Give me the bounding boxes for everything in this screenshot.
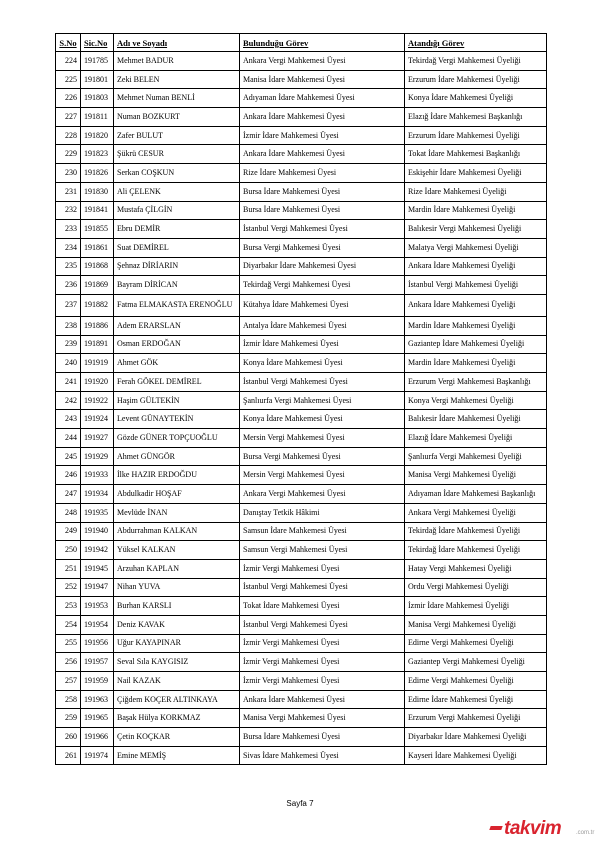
table-row — [56, 615, 547, 634]
cell-name: Osman ERDOĞAN — [114, 335, 240, 354]
table-row — [56, 653, 547, 672]
table-row — [56, 391, 547, 410]
cell-assigned-post: Hatay Vergi Mahkemesi Üyeliği — [405, 559, 547, 578]
cell-current-post: Bursa Vergi Mahkemesi Üyesi — [240, 238, 405, 257]
table-row — [56, 238, 547, 257]
cell-sicil: 191830 — [81, 182, 114, 201]
table-row — [56, 52, 547, 71]
table-row — [56, 410, 547, 429]
cell-sicil: 191963 — [81, 690, 114, 709]
cell-sicil: 191959 — [81, 672, 114, 691]
cell-assigned-post: Erzurum İdare Mahkemesi Üyeliği — [405, 70, 547, 89]
cell-sno: 236 — [56, 276, 81, 295]
cell-name: İlke HAZIR ERDOĞDU — [114, 466, 240, 485]
cell-sno: 240 — [56, 354, 81, 373]
cell-current-post: Kütahya İdare Mahkemesi Üyesi — [240, 294, 405, 316]
cell-assigned-post: Tekirdağ İdare Mahkemesi Üyeliği — [405, 522, 547, 541]
cell-current-post: Tekirdağ Vergi Mahkemesi Üyesi — [240, 276, 405, 295]
cell-current-post: İstanbul Vergi Mahkemesi Üyesi — [240, 578, 405, 597]
cell-assigned-post: Tekirdağ İdare Mahkemesi Üyeliği — [405, 541, 547, 560]
cell-sicil: 191886 — [81, 316, 114, 335]
cell-name: Mustafa ÇİLGİN — [114, 201, 240, 220]
logo-mark-icon — [489, 826, 502, 830]
table-row — [56, 690, 547, 709]
cell-assigned-post: Mardin İdare Mahkemesi Üyeliği — [405, 201, 547, 220]
cell-name: Arzuhan KAPLAN — [114, 559, 240, 578]
cell-current-post: Antalya İdare Mahkemesi Üyesi — [240, 316, 405, 335]
table-row — [56, 182, 547, 201]
table-row — [56, 276, 547, 295]
cell-sno: 255 — [56, 634, 81, 653]
cell-sno: 226 — [56, 89, 81, 108]
cell-name: Nail KAZAK — [114, 672, 240, 691]
cell-assigned-post: Erzurum Vergi Mahkemesi Başkanlığı — [405, 373, 547, 392]
cell-sicil: 191823 — [81, 145, 114, 164]
cell-sno: 248 — [56, 503, 81, 522]
cell-current-post: Samsun İdare Mahkemesi Üyesi — [240, 522, 405, 541]
table-row — [56, 672, 547, 691]
cell-name: Şehnaz DİRİARIN — [114, 257, 240, 276]
cell-name: Şükrü CESUR — [114, 145, 240, 164]
table-row — [56, 429, 547, 448]
cell-name: Deniz KAVAK — [114, 615, 240, 634]
table-row — [56, 541, 547, 560]
table-row — [56, 634, 547, 653]
cell-assigned-post: Konya Vergi Mahkemesi Üyeliği — [405, 391, 547, 410]
cell-current-post: Ankara Vergi Mahkemesi Üyesi — [240, 485, 405, 504]
cell-sno: 258 — [56, 690, 81, 709]
table-row — [56, 597, 547, 616]
cell-sicil: 191820 — [81, 126, 114, 145]
cell-name: Mevlüde İNAN — [114, 503, 240, 522]
cell-sicil: 191953 — [81, 597, 114, 616]
cell-assigned-post: Gaziantep İdare Mahkemesi Üyeliği — [405, 335, 547, 354]
cell-sicil: 191965 — [81, 709, 114, 728]
cell-sno: 243 — [56, 410, 81, 429]
cell-assigned-post: Elazığ İdare Mahkemesi Başkanlığı — [405, 108, 547, 127]
table-row — [56, 257, 547, 276]
cell-name: Nihan YUVA — [114, 578, 240, 597]
cell-current-post: İstanbul Vergi Mahkemesi Üyesi — [240, 373, 405, 392]
cell-sno: 249 — [56, 522, 81, 541]
cell-current-post: Tokat İdare Mahkemesi Üyesi — [240, 597, 405, 616]
cell-sno: 252 — [56, 578, 81, 597]
cell-name: Çiğdem KOÇER ALTINKAYA — [114, 690, 240, 709]
cell-assigned-post: Gaziantep Vergi Mahkemesi Üyeliği — [405, 653, 547, 672]
cell-name: Yüksel KALKAN — [114, 541, 240, 560]
cell-sicil: 191942 — [81, 541, 114, 560]
cell-sno: 233 — [56, 220, 81, 239]
cell-name: Ebru DEMİR — [114, 220, 240, 239]
table-row — [56, 89, 547, 108]
header-name: Adı ve Soyadı — [114, 34, 240, 52]
cell-assigned-post: Erzurum İdare Mahkemesi Üyeliği — [405, 126, 547, 145]
cell-current-post: İstanbul Vergi Mahkemesi Üyesi — [240, 220, 405, 239]
cell-sicil: 191855 — [81, 220, 114, 239]
cell-sno: 230 — [56, 164, 81, 183]
cell-assigned-post: Mardin İdare Mahkemesi Üyeliği — [405, 354, 547, 373]
cell-assigned-post: Edirne Vergi Mahkemesi Üyeliği — [405, 672, 547, 691]
cell-name: Zafer BULUT — [114, 126, 240, 145]
cell-assigned-post: Mardin İdare Mahkemesi Üyeliği — [405, 316, 547, 335]
cell-assigned-post: Kayseri İdare Mahkemesi Üyeliği — [405, 746, 547, 765]
cell-current-post: Bursa İdare Mahkemesi Üyesi — [240, 182, 405, 201]
header-row — [56, 34, 547, 52]
cell-name: Ferah GÖKEL DEMİREL — [114, 373, 240, 392]
cell-current-post: Manisa Vergi Mahkemesi Üyesi — [240, 709, 405, 728]
cell-sicil: 191922 — [81, 391, 114, 410]
cell-sicil: 191826 — [81, 164, 114, 183]
cell-assigned-post: Diyarbakır İdare Mahkemesi Üyeliği — [405, 728, 547, 747]
cell-current-post: Ankara İdare Mahkemesi Üyesi — [240, 690, 405, 709]
cell-current-post: Konya İdare Mahkemesi Üyesi — [240, 410, 405, 429]
cell-name: Gözde GÜNER TOPÇUOĞLU — [114, 429, 240, 448]
cell-name: Suat DEMİREL — [114, 238, 240, 257]
cell-sno: 239 — [56, 335, 81, 354]
cell-sicil: 191929 — [81, 447, 114, 466]
table-row — [56, 709, 547, 728]
cell-name: Seval Sıla KAYGISIZ — [114, 653, 240, 672]
cell-current-post: Konya İdare Mahkemesi Üyesi — [240, 354, 405, 373]
cell-sno: 259 — [56, 709, 81, 728]
watermark-suffix: .com.tr — [576, 830, 595, 836]
cell-assigned-post: Rize İdare Mahkemesi Üyeliği — [405, 182, 547, 201]
cell-sno: 235 — [56, 257, 81, 276]
cell-name: Bayram DİRİCAN — [114, 276, 240, 295]
cell-sicil: 191924 — [81, 410, 114, 429]
cell-sicil: 191882 — [81, 294, 114, 316]
cell-sicil: 191947 — [81, 578, 114, 597]
cell-name: Abdulkadir HOŞAF — [114, 485, 240, 504]
cell-name: Burhan KARSLI — [114, 597, 240, 616]
cell-assigned-post: Tokat İdare Mahkemesi Başkanlığı — [405, 145, 547, 164]
cell-sicil: 191966 — [81, 728, 114, 747]
cell-assigned-post: Eskişehir İdare Mahkemesi Üyeliği — [405, 164, 547, 183]
table-row — [56, 728, 547, 747]
cell-sicil: 191861 — [81, 238, 114, 257]
cell-sno: 224 — [56, 52, 81, 71]
page-footer: Sayfa 7 — [286, 799, 314, 808]
cell-sno: 260 — [56, 728, 81, 747]
cell-name: Ahmet GÜNGÖR — [114, 447, 240, 466]
table-row — [56, 316, 547, 335]
cell-name: Çetin KOÇKAR — [114, 728, 240, 747]
cell-assigned-post: Malatya Vergi Mahkemesi Üyeliği — [405, 238, 547, 257]
cell-current-post: Şanlıurfa Vergi Mahkemesi Üyesi — [240, 391, 405, 410]
cell-sicil: 191954 — [81, 615, 114, 634]
cell-sicil: 191933 — [81, 466, 114, 485]
cell-assigned-post: Manisa Vergi Mahkemesi Üyeliği — [405, 466, 547, 485]
cell-sno: 242 — [56, 391, 81, 410]
cell-sicil: 191891 — [81, 335, 114, 354]
cell-name: Haşim GÜLTEKİN — [114, 391, 240, 410]
cell-sno: 227 — [56, 108, 81, 127]
cell-sicil: 191919 — [81, 354, 114, 373]
cell-assigned-post: Şanlıurfa Vergi Mahkemesi Üyeliği — [405, 447, 547, 466]
table-row — [56, 108, 547, 127]
table-row — [56, 466, 547, 485]
table-row — [56, 373, 547, 392]
cell-sicil: 191927 — [81, 429, 114, 448]
cell-current-post: Mersin Vergi Mahkemesi Üyesi — [240, 466, 405, 485]
cell-name: Numan BOZKURT — [114, 108, 240, 127]
table-row — [56, 70, 547, 89]
cell-current-post: Danıştay Tetkik Hâkimi — [240, 503, 405, 522]
cell-sicil: 191934 — [81, 485, 114, 504]
cell-current-post: Ankara İdare Mahkemesi Üyesi — [240, 108, 405, 127]
cell-sicil: 191868 — [81, 257, 114, 276]
table-row — [56, 485, 547, 504]
cell-sno: 256 — [56, 653, 81, 672]
cell-assigned-post: Ankara Vergi Mahkemesi Üyeliği — [405, 503, 547, 522]
cell-name: Adem ERARSLAN — [114, 316, 240, 335]
cell-sno: 254 — [56, 615, 81, 634]
cell-current-post: İzmir Vergi Mahkemesi Üyesi — [240, 559, 405, 578]
cell-sicil: 191811 — [81, 108, 114, 127]
cell-assigned-post: Balıkesir İdare Mahkemesi Üyeliği — [405, 410, 547, 429]
cell-assigned-post: Ordu Vergi Mahkemesi Üyeliği — [405, 578, 547, 597]
cell-name: Abdurrahman KALKAN — [114, 522, 240, 541]
table-header — [56, 34, 547, 52]
cell-current-post: Adıyaman İdare Mahkemesi Üyesi — [240, 89, 405, 108]
table-row — [56, 201, 547, 220]
cell-current-post: Ankara İdare Mahkemesi Üyesi — [240, 145, 405, 164]
table-row — [56, 164, 547, 183]
cell-current-post: İstanbul Vergi Mahkemesi Üyesi — [240, 615, 405, 634]
cell-current-post: Bursa İdare Mahkemesi Üyesi — [240, 728, 405, 747]
cell-current-post: Bursa İdare Mahkemesi Üyesi — [240, 201, 405, 220]
cell-assigned-post: Adıyaman İdare Mahkemesi Başkanlığı — [405, 485, 547, 504]
cell-sicil: 191945 — [81, 559, 114, 578]
cell-sicil: 191920 — [81, 373, 114, 392]
cell-name: Başak Hülya KORKMAZ — [114, 709, 240, 728]
cell-sno: 245 — [56, 447, 81, 466]
cell-assigned-post: Manisa Vergi Mahkemesi Üyeliği — [405, 615, 547, 634]
cell-name: Emine MEMİŞ — [114, 746, 240, 765]
cell-current-post: İzmir Vergi Mahkemesi Üyesi — [240, 634, 405, 653]
cell-assigned-post: İzmir İdare Mahkemesi Üyeliği — [405, 597, 547, 616]
table-row — [56, 559, 547, 578]
cell-assigned-post: Konya İdare Mahkemesi Üyeliği — [405, 89, 547, 108]
cell-sno: 246 — [56, 466, 81, 485]
cell-name: Levent GÜNAYTEKİN — [114, 410, 240, 429]
table-row — [56, 746, 547, 765]
cell-sno: 244 — [56, 429, 81, 448]
cell-assigned-post: Edirne Vergi Mahkemesi Üyeliği — [405, 634, 547, 653]
cell-name: Ahmet GÖK — [114, 354, 240, 373]
cell-name: Mehmet Numan BENLİ — [114, 89, 240, 108]
cell-sicil: 191956 — [81, 634, 114, 653]
cell-sno: 250 — [56, 541, 81, 560]
cell-name: Zeki BELEN — [114, 70, 240, 89]
table-row — [56, 335, 547, 354]
cell-name: Fatma ELMAKASTA ERENOĞLU — [114, 294, 240, 316]
cell-current-post: Manisa İdare Mahkemesi Üyesi — [240, 70, 405, 89]
table-row — [56, 447, 547, 466]
appointments-table — [55, 33, 547, 765]
cell-name: Uğur KAYAPINAR — [114, 634, 240, 653]
cell-current-post: Ankara Vergi Mahkemesi Üyesi — [240, 52, 405, 71]
cell-sicil: 191940 — [81, 522, 114, 541]
cell-assigned-post: Tekirdağ Vergi Mahkemesi Üyeliği — [405, 52, 547, 71]
cell-sicil: 191841 — [81, 201, 114, 220]
header-sicil: Sic.No — [81, 34, 114, 52]
table-row — [56, 503, 547, 522]
cell-sno: 234 — [56, 238, 81, 257]
cell-sicil: 191785 — [81, 52, 114, 71]
header-sno: S.No — [56, 34, 81, 52]
watermark-brand: takvim — [504, 818, 562, 839]
cell-sicil: 191803 — [81, 89, 114, 108]
table-row — [56, 578, 547, 597]
cell-sno: 247 — [56, 485, 81, 504]
takvim-watermark-logo — [490, 818, 594, 842]
cell-sno: 229 — [56, 145, 81, 164]
header-current-post: Bulunduğu Görev — [240, 34, 405, 52]
cell-sno: 225 — [56, 70, 81, 89]
cell-sno: 228 — [56, 126, 81, 145]
cell-current-post: Sivas İdare Mahkemesi Üyesi — [240, 746, 405, 765]
table-body — [56, 52, 547, 765]
cell-assigned-post: Elazığ İdare Mahkemesi Üyeliği — [405, 429, 547, 448]
cell-assigned-post: Ankara İdare Mahkemesi Üyeliği — [405, 257, 547, 276]
cell-current-post: İzmir Vergi Mahkemesi Üyesi — [240, 653, 405, 672]
cell-assigned-post: Erzurum Vergi Mahkemesi Üyeliği — [405, 709, 547, 728]
cell-name: Serkan COŞKUN — [114, 164, 240, 183]
cell-current-post: Rize İdare Mahkemesi Üyesi — [240, 164, 405, 183]
cell-current-post: Samsun Vergi Mahkemesi Üyesi — [240, 541, 405, 560]
cell-sno: 261 — [56, 746, 81, 765]
table-row — [56, 522, 547, 541]
cell-assigned-post: Edirne İdare Mahkemesi Üyeliği — [405, 690, 547, 709]
cell-current-post: Diyarbakır İdare Mahkemesi Üyesi — [240, 257, 405, 276]
cell-name: Mehmet BADUR — [114, 52, 240, 71]
table-row — [56, 220, 547, 239]
cell-current-post: Bursa Vergi Mahkemesi Üyesi — [240, 447, 405, 466]
cell-current-post: İzmir Vergi Mahkemesi Üyesi — [240, 672, 405, 691]
cell-sicil: 191869 — [81, 276, 114, 295]
cell-current-post: İzmir İdare Mahkemesi Üyesi — [240, 126, 405, 145]
cell-assigned-post: Ankara İdare Mahkemesi Üyeliği — [405, 294, 547, 316]
table-row — [56, 126, 547, 145]
cell-sno: 251 — [56, 559, 81, 578]
cell-sicil: 191935 — [81, 503, 114, 522]
cell-sno: 241 — [56, 373, 81, 392]
cell-sno: 237 — [56, 294, 81, 316]
header-assigned-post: Atandığı Görev — [405, 34, 547, 52]
cell-sno: 232 — [56, 201, 81, 220]
cell-sno: 231 — [56, 182, 81, 201]
cell-current-post: Mersin Vergi Mahkemesi Üyesi — [240, 429, 405, 448]
cell-assigned-post: İstanbul Vergi Mahkemesi Üyeliği — [405, 276, 547, 295]
cell-sno: 238 — [56, 316, 81, 335]
cell-sno: 257 — [56, 672, 81, 691]
table-row — [56, 294, 547, 316]
cell-sicil: 191974 — [81, 746, 114, 765]
cell-sicil: 191957 — [81, 653, 114, 672]
cell-sicil: 191801 — [81, 70, 114, 89]
cell-assigned-post: Balıkesir Vergi Mahkemesi Üyeliği — [405, 220, 547, 239]
cell-current-post: İzmir İdare Mahkemesi Üyesi — [240, 335, 405, 354]
table-row — [56, 145, 547, 164]
cell-sno: 253 — [56, 597, 81, 616]
cell-name: Ali ÇELENK — [114, 182, 240, 201]
table-row — [56, 354, 547, 373]
